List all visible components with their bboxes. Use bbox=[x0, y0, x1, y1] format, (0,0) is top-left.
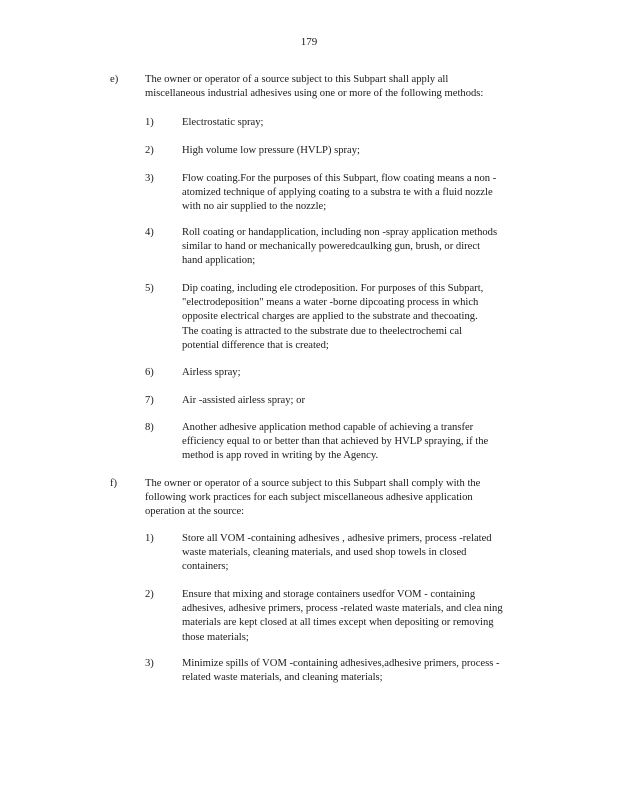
item-number: 3) bbox=[145, 658, 154, 669]
item-text: Air -assisted airless spray; or bbox=[182, 395, 305, 406]
item-text: Store all VOM -containing adhesives , adhesive primers, process -related waste materials, cleaning materials, and used shop towels in closed containers; bbox=[182, 533, 492, 573]
item-text: Ensure that mixing and storage containers usedfor VOM - containing adhesives, adhesive primers, process -related waste materials, and clea ning materials are kept closed at all times except when depositing or removing those materials; bbox=[182, 589, 503, 643]
section-label: e) bbox=[110, 74, 119, 85]
item-text: Minimize spills of VOM -containing adhesives,adhesive primers, process - related waste materials, and cleaning materials; bbox=[182, 658, 500, 684]
item-number: 5) bbox=[145, 283, 154, 294]
section-text: The owner or operator of a source subject to this Subpart shall comply with the following work practices for each subject miscellaneous adhesive application operation at the source: bbox=[145, 478, 481, 518]
item-text: Roll coating or handapplication, including non -spray application methods similar to hand or mechanically poweredcaulking gun, brush, or direct hand application; bbox=[182, 227, 498, 267]
item-text: Another adhesive application method capable of achieving a transfer efficiency equal to or better than that achieved by HVLP spraying, if the method is app roved in writing by the Agency. bbox=[182, 422, 489, 462]
item-number: 1) bbox=[145, 117, 154, 128]
item-number: 2) bbox=[145, 589, 154, 600]
section-label: f) bbox=[110, 478, 118, 489]
section-text: The owner or operator of a source subject to this Subpart shall apply all miscellaneous industrial adhesives using one or more of the following methods: bbox=[145, 74, 484, 100]
item-number: 4) bbox=[145, 227, 154, 238]
item-number: 1) bbox=[145, 533, 154, 544]
item-text: High volume low pressure (HVLP) spray; bbox=[182, 145, 361, 156]
item-text: Airless spray; bbox=[182, 367, 241, 378]
item-text: Electrostatic spray; bbox=[182, 117, 264, 128]
page-number: 179 bbox=[300, 36, 318, 48]
item-number: 7) bbox=[145, 395, 154, 406]
item-text: Dip coating, including ele ctrodeposition. For purposes of this Subpart, "electrodeposition" means a water -borne dipcoating process in which opposite electrical charges are applied to the substrate and thecoating. The coating is attracted to the substrate due to theelectrochemi cal potential difference that is created; bbox=[182, 283, 484, 351]
item-number: 6) bbox=[145, 367, 154, 378]
item-text: Flow coating.For the purposes of this Subpart, flow coating means a non - atomized technique of applying coating to a substra te with a fluid nozzle with no air supplied to the nozzle; bbox=[182, 173, 497, 213]
item-number: 8) bbox=[145, 422, 154, 433]
item-number: 3) bbox=[145, 173, 154, 184]
item-number: 2) bbox=[145, 145, 154, 156]
